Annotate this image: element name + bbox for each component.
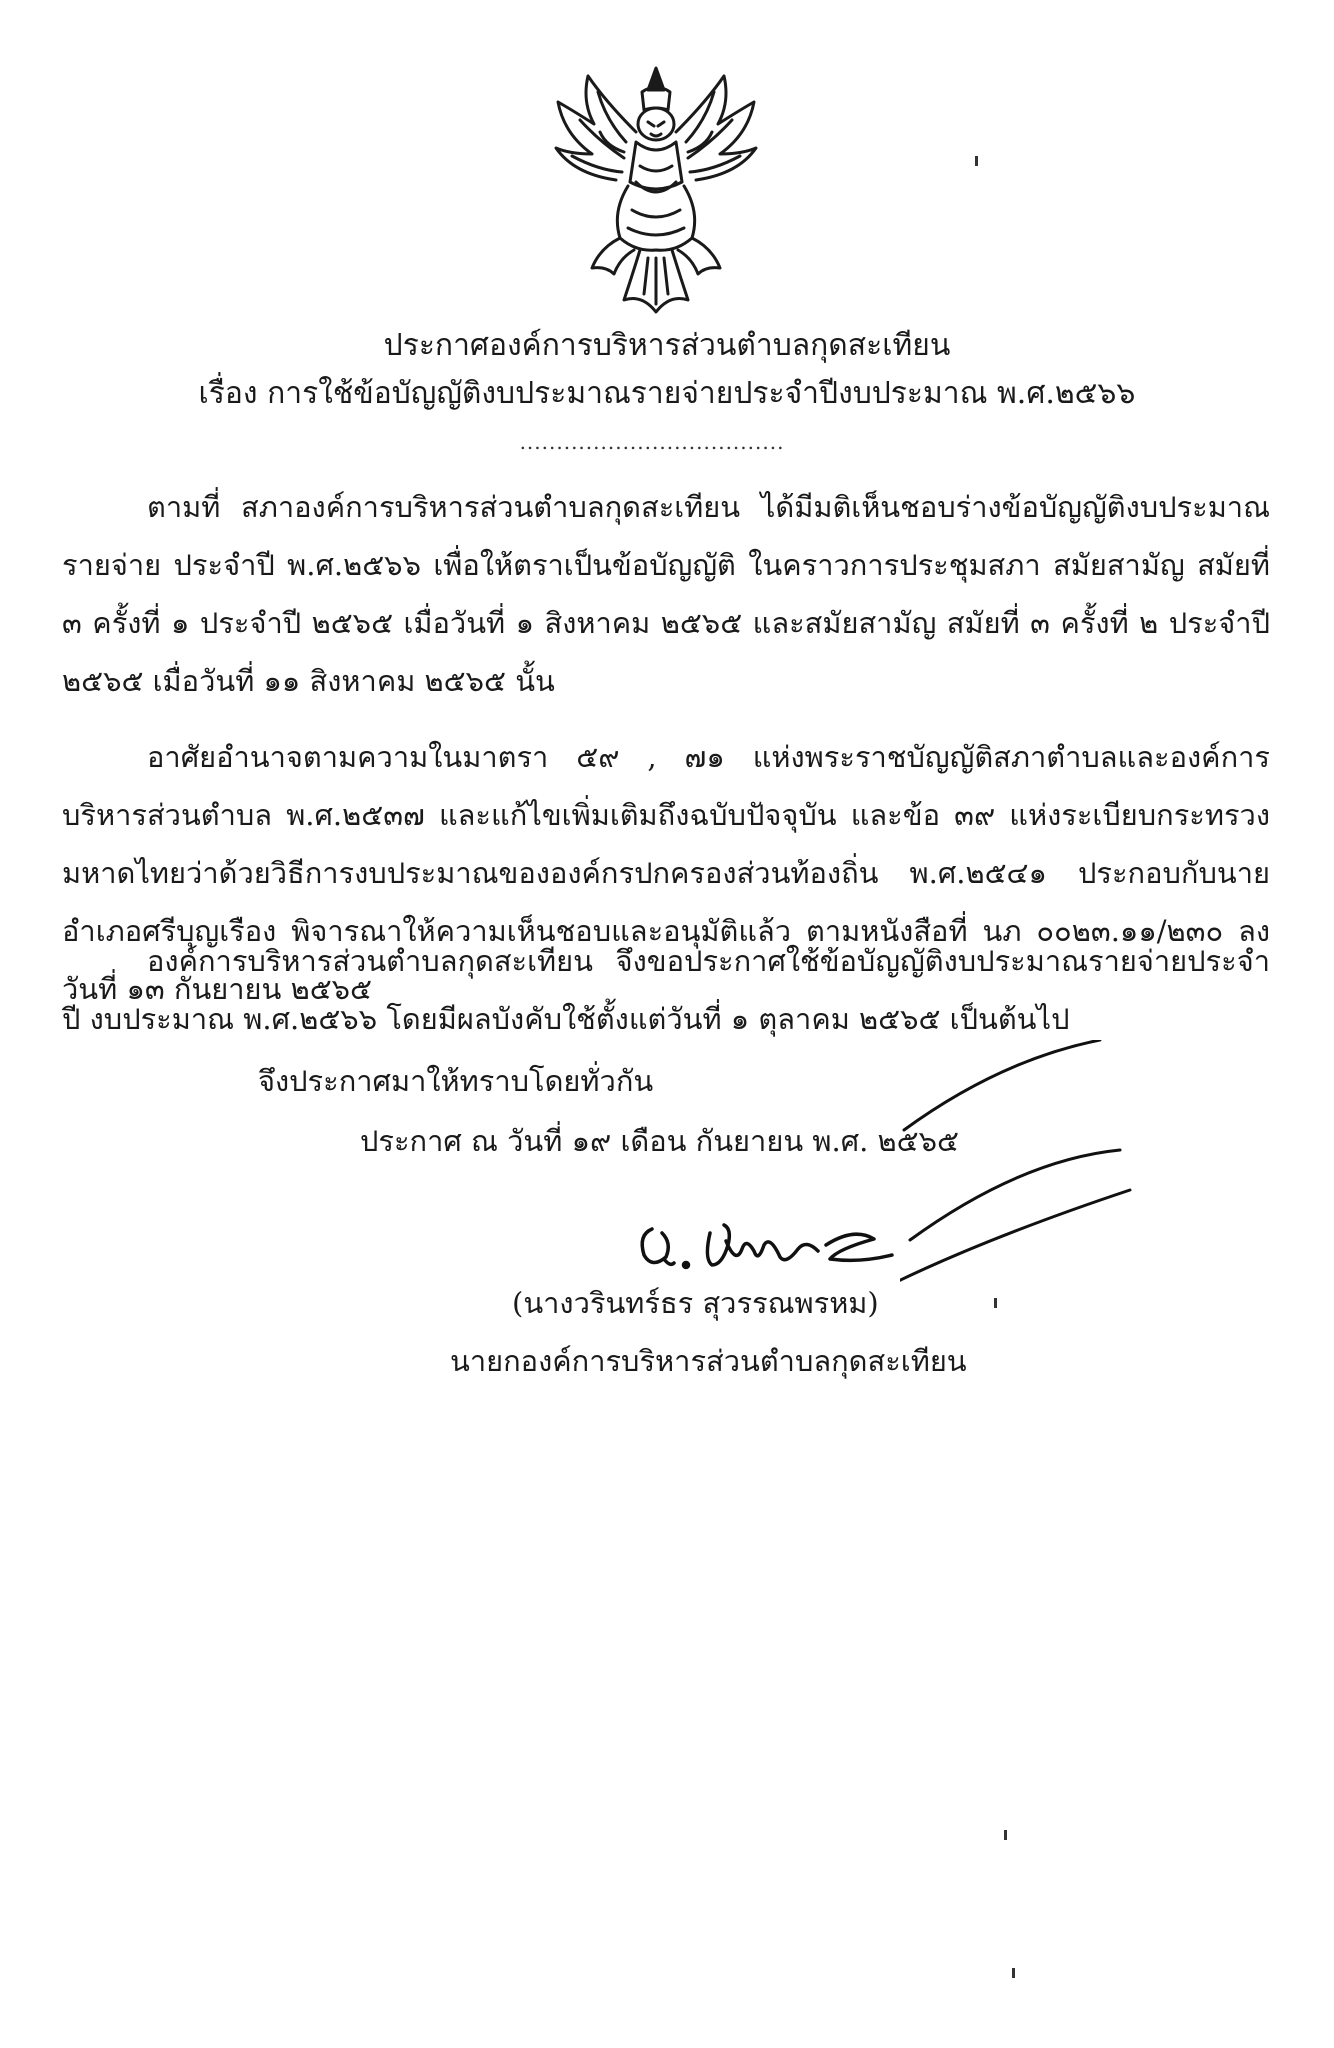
signer-position: นายกองค์การบริหารส่วนตำบลกุดสะเทียน	[450, 1344, 967, 1378]
title-separator: ....................................	[519, 430, 785, 454]
signature-stroke-icon	[900, 1040, 1160, 1310]
closing-announcement: จึงประกาศมาให้ทราบโดยทั่วกัน	[258, 1064, 654, 1098]
scan-speck	[975, 156, 978, 166]
body-paragraph-3: องค์การบริหารส่วนตำบลกุดสะเทียน จึงขอประกาศใช้ข้อบัญญัติงบประมาณรายจ่ายประจำปี งบประมาณ พ.ศ.๒๕๖๖ โดยมีผลบังคับใช้ตั้งแต่วันที่ ๑ ตุลาคม ๒๕๖๕ เป็นต้นไป	[62, 944, 1270, 1036]
scan-speck	[994, 1298, 997, 1308]
body-paragraph-1: ตามที่ สภาองค์การบริหารส่วนตำบลกุดสะเทียน ได้มีมติเห็นชอบร่างข้อบัญญัติงบประมาณรายจ่าย ประจำปี พ.ศ.๒๕๖๖ เพื่อให้ตราเป็นข้อบัญญัติ ในคราวการประชุมสภา สมัยสามัญ สมัยที่ ๓ ครั้งที่ ๑ ประจำปี ๒๕๖๕ เมื่อวันที่ ๑ สิงหาคม ๒๕๖๕ และสมัยสามัญ สมัยที่ ๓ ครั้งที่ ๒ ประจำปี ๒๕๖๕ เมื่อวันที่ ๑๑ สิงหาคม ๒๕๖๕ นั้น	[62, 490, 1270, 698]
announcement-date: ประกาศ ณ วันที่ ๑๙ เดือน กันยายน พ.ศ. ๒๕๖๕	[360, 1124, 959, 1158]
announcement-title: ประกาศองค์การบริหารส่วนตำบลกุดสะเทียน	[383, 328, 951, 363]
scan-speck	[1012, 1968, 1015, 1978]
garuda-emblem-icon	[536, 62, 776, 322]
announcement-subject: เรื่อง การใช้ข้อบัญญัติงบประมาณรายจ่ายประจำปีงบประมาณ พ.ศ.๒๕๖๖	[198, 376, 1136, 411]
signer-name: (นางวรินทร์ธร สุวรรณพรหม)	[512, 1286, 879, 1320]
body-paragraph-2: อาศัยอำนาจตามความในมาตรา ๕๙ , ๗๑ แห่งพระราชบัญญัติสภาตำบลและองค์การบริหารส่วนตำบล พ.ศ.๒๕๓๗ และแก้ไขเพิ่มเติมถึงฉบับปัจจุบัน และข้อ ๓๙ แห่งระเบียบกระทรวงมหาดไทยว่าด้วยวิธีการงบประมาณขององค์กรปกครองส่วนท้องถิ่น พ.ศ.๒๕๔๑ ประกอบกับนายอำเภอศรีบุญเรือง พิจารณาให้ความเห็นชอบและอนุมัติแล้ว ตามหนังสือที่ นภ ๐๐๒๓.๑๑/๒๓๐ ลงวันที่ ๑๓ กันยายน ๒๕๖๕	[62, 740, 1270, 1006]
scan-speck	[1004, 1830, 1007, 1840]
handwritten-signature	[630, 1205, 910, 1285]
